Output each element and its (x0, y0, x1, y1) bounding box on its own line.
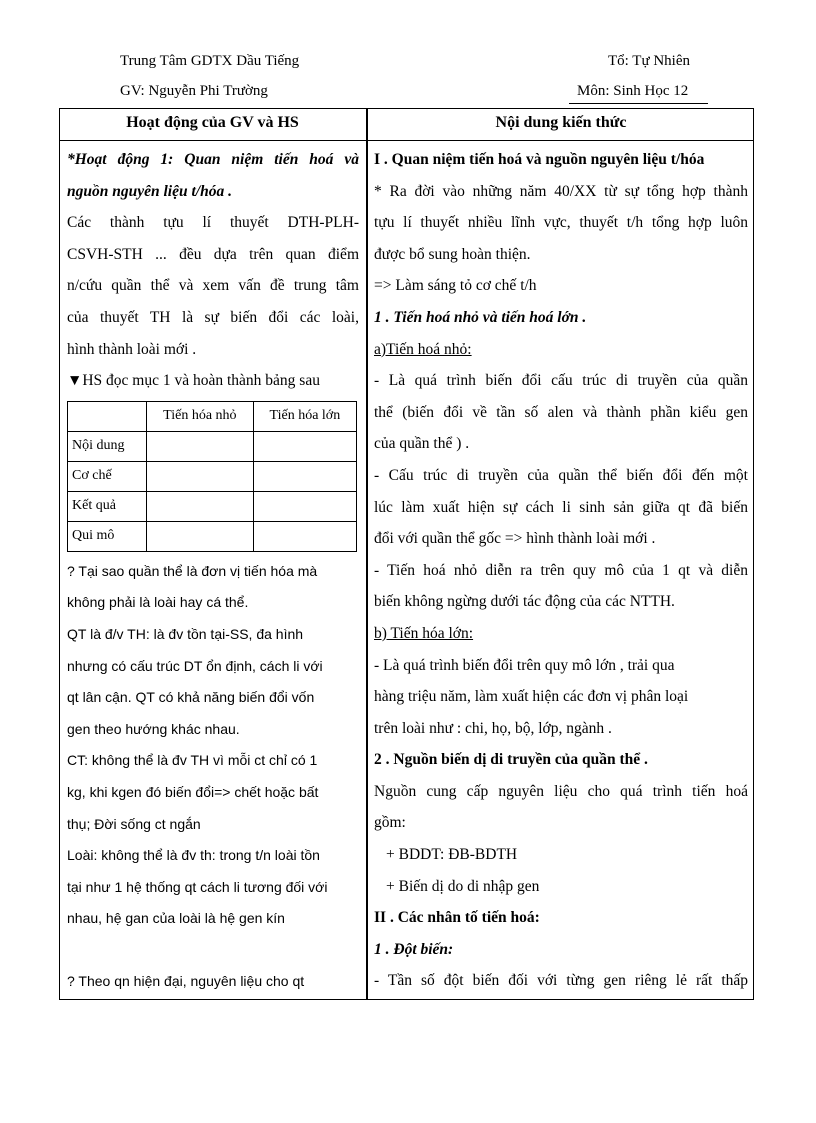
table-row (68, 461, 357, 491)
table-cell (253, 521, 356, 551)
answer-line: CT: không thể là đv TH vì mỗi ct chỉ có 1 (67, 752, 318, 769)
table-cell (147, 431, 254, 461)
content-line: * Ra đời vào những năm 40/XX từ sự tổng hợp thành (374, 182, 748, 200)
answer-line: qt lân cận. QT có khả năng biến đổi vốn (67, 689, 315, 706)
table-row (68, 521, 357, 551)
content-line: hàng triệu năm, làm xuất hiện các đơn vị phân loại (374, 688, 689, 706)
content-line: được bổ sung hoàn thiện. (374, 245, 531, 263)
content-line: => Làm sáng tỏ cơ chế t/h (374, 277, 537, 295)
answer-line: Loài: không thể là đv th: trong t/n loài tồn (67, 847, 320, 864)
content-line: trên loài như : chi, họ, bộ, lớp, ngành . (374, 719, 612, 737)
table-cell (253, 431, 356, 461)
question-line: ? Theo qn hiện đại, nguyên liệu cho qt (67, 973, 305, 990)
answer-line: QT là đ/v TH: là đv tồn tại-SS, đa hình (67, 625, 304, 642)
section-heading: II . Các nhân tố tiến hoá: (374, 909, 540, 927)
question-line: ? Tại sao quần thể là đơn vị tiến hóa mà (67, 562, 318, 579)
content-line: lúc làm xuất hiện sự cách li sinh sản giữa qt đã biến (374, 498, 748, 516)
section-heading: I . Quan niệm tiến hoá và nguồn nguyên liệu t/hóa (374, 151, 705, 168)
content-line: đổi với quần thể gốc => hình thành loài mới . (374, 530, 656, 548)
teacher-student-activities (67, 144, 359, 998)
right-column-title: Nội dung kiến thức (495, 114, 627, 131)
answer-line: thụ; Đời sống ct ngắn (67, 815, 201, 832)
header-underline (569, 103, 708, 104)
table-row-label: Nội dung (68, 431, 147, 461)
table-header-cell: Tiến hóa lớn (253, 401, 356, 431)
comparison-table (67, 401, 357, 552)
content-line: - Tần số đột biến đối với từng gen riêng lẻ rất thấp (374, 972, 748, 990)
table-cell (147, 521, 254, 551)
paragraph-line: hình thành loài mới . (67, 340, 197, 358)
subsection-label: b) Tiến hóa lớn: (374, 624, 474, 642)
subject: Môn: Sinh Học 12 (577, 83, 689, 99)
subsection-heading: 2 . Nguồn biến dị di truyền của quần thể . (374, 751, 648, 769)
table-cell (147, 491, 254, 521)
bullet-line: + Biến dị do di nhập gen (386, 877, 540, 895)
paragraph-line: của thuyết TH là sự biến đổi các loài, (67, 308, 359, 326)
table-cell (253, 491, 356, 521)
content-line: tựu lí thuyết nhiều lĩnh vực, thuyết t/h tổng hợp luôn (374, 214, 748, 232)
activity-title-cont: nguồn nguyên liệu t/hóa . (67, 182, 232, 200)
answer-line: nhau, hệ gan của loài là hệ gen kín (67, 910, 285, 927)
paragraph-line: n/cứu quần thể và xem vấn đề trung tâm (67, 277, 359, 295)
column-divider (366, 108, 368, 1000)
content-line: Nguồn cung cấp nguyên liệu cho quá trình tiến hoá (374, 782, 748, 800)
bullet-line: + BDDT: ĐB-BDTH (386, 846, 518, 864)
school-name: Trung Tâm GDTX Dầu Tiếng (120, 53, 300, 69)
table-header-cell: Tiến hóa nhỏ (147, 401, 254, 431)
table-row-label: Kết quả (68, 491, 147, 521)
subsection-label: a)Tiến hoá nhỏ: (374, 340, 472, 358)
table-cell (68, 401, 147, 431)
content-line: - Là quá trình biến đổi trên quy mô lớn , trải qua (374, 656, 675, 674)
answer-line: gen theo hướng khác nhau. (67, 720, 240, 737)
table-row (68, 431, 357, 461)
left-column-title: Hoạt động của GV và HS (126, 114, 299, 131)
content-line: biến không ngừng dưới tác động của các NTTH. (374, 593, 675, 611)
content-line: - Tiến hoá nhỏ diễn ra trên quy mô của 1 qt và diễn (374, 561, 748, 579)
answer-line: kg, khi kgen đó biến đổi=> chết hoặc bất (67, 783, 319, 800)
table-row-label: Qui mô (68, 521, 147, 551)
activity-title: *Hoạt động 1: Quan niệm tiến hoá và (67, 151, 359, 168)
subsection-heading: 1 . Tiến hoá nhỏ và tiến hoá lớn . (374, 308, 587, 326)
paragraph-line: Các thành tựu lí thuyết DTH-PLH- (67, 214, 359, 232)
table-row (68, 401, 357, 431)
answer-line: tại như 1 hệ thống qt cách li tương đối với (67, 878, 328, 895)
content-line: của quần thể ) . (374, 435, 470, 453)
subsection-heading: 1 . Đột biến: (374, 940, 454, 958)
blank-line (67, 935, 359, 967)
header-row-divider (59, 140, 754, 141)
teacher-name: GV: Nguyễn Phi Trường (120, 83, 268, 99)
table-cell (147, 461, 254, 491)
table-row-label: Cơ chế (68, 461, 147, 491)
knowledge-content (374, 144, 748, 997)
department: Tổ: Tự Nhiên (608, 53, 691, 69)
content-line: - Cấu trúc di truyền của quần thể biến đổi đến một (374, 466, 748, 484)
content-line: - Là quá trình biến đổi cấu trúc di truyền của quần (374, 372, 748, 390)
question-line: không phải là loài hay cá thể. (67, 594, 249, 611)
content-line: gồm: (374, 814, 406, 832)
paragraph-line: CSVH-STH ... đều dựa trên quan điểm (67, 245, 359, 263)
content-line: thể (biến đổi về tần số alen và thành phần kiểu gen (374, 403, 748, 421)
task-instruction: ▼HS đọc mục 1 và hoàn thành bảng sau (67, 372, 320, 390)
table-cell (253, 461, 356, 491)
answer-line: nhưng có cấu trúc DT ổn định, cách li với (67, 657, 323, 674)
table-row (68, 491, 357, 521)
